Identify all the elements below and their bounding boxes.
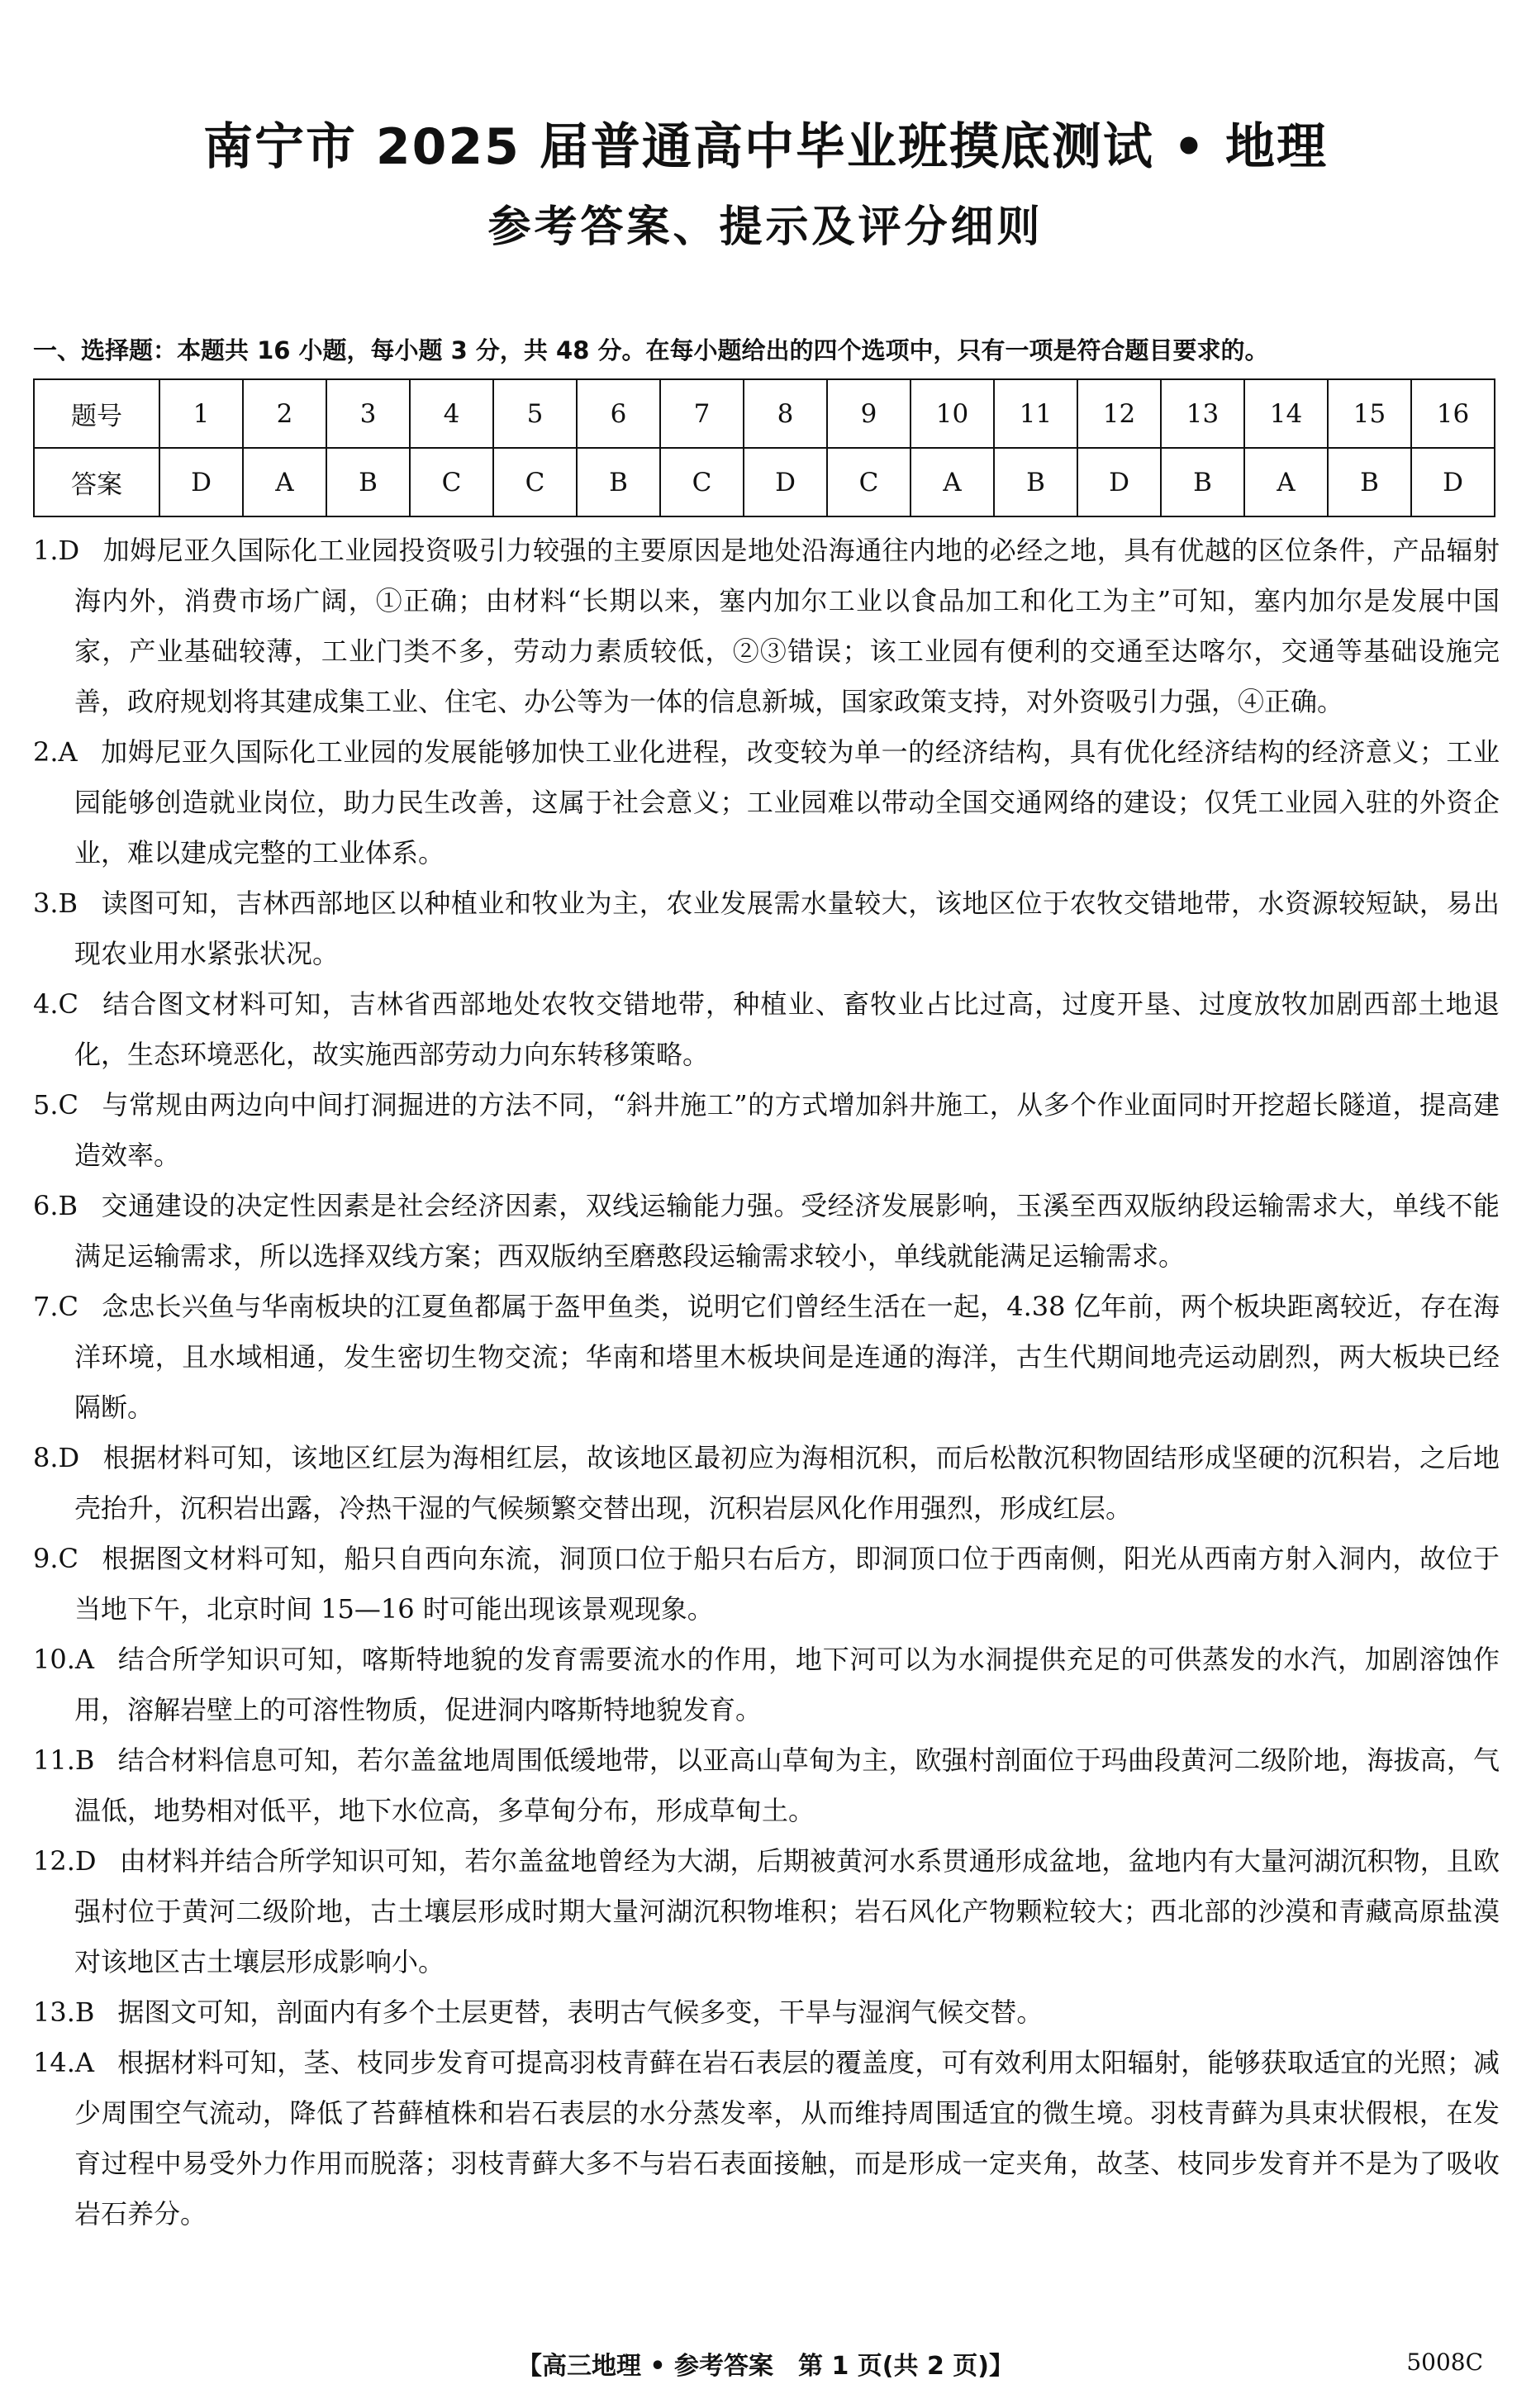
- item-text: 交通建设的决定性因素是社会经济因素，双线运输能力强。受经济发展影响，玉溪至西双版纳段运输需求大，单线不能满足运输需求，所以选择双线方案；西双版纳至磨憨段运输需求较小，单线就能满足运输需求。: [74, 1190, 1500, 1272]
- explanation-list: [33, 526, 1500, 2239]
- item-number: 5.: [33, 1089, 59, 1121]
- explanation-item: [33, 1080, 1500, 1181]
- page-subtitle: 参考答案、提示及评分细则: [487, 202, 1044, 252]
- answer-cell: A: [243, 448, 326, 516]
- item-number: 2.: [33, 736, 59, 768]
- answer-cell: B: [326, 448, 410, 516]
- question-number: 13: [1161, 379, 1244, 448]
- explanation-item: [33, 1635, 1500, 1735]
- item-answer: B: [74, 1996, 95, 2028]
- item-text: 念忠长兴鱼与华南板块的江夏鱼都属于盔甲鱼类，说明它们曾经生活在一起，4.38 亿年前，两个板块距离较近，存在海洋环境，且水域相通，发生密切生物交流；华南和塔里木板块间是连通的海洋，古生代期间地壳运动剧烈，两大板块已经隔断。: [74, 1291, 1500, 1423]
- row-label-answer: 答案: [34, 448, 159, 516]
- explanation-item: [33, 1987, 1500, 2038]
- question-number: 15: [1328, 379, 1411, 448]
- explanation-item: [33, 1433, 1500, 1534]
- explanation-item: [33, 1735, 1500, 1836]
- question-number: 7: [660, 379, 744, 448]
- item-number: 4.: [33, 988, 59, 1020]
- item-number: 13.: [33, 1996, 75, 2028]
- item-answer: D: [58, 535, 80, 566]
- explanation-item: [33, 2038, 1500, 2239]
- explanation-item: [33, 1282, 1500, 1433]
- item-number: 3.: [33, 888, 59, 919]
- item-number: 6.: [33, 1190, 59, 1221]
- answer-table-number-row: [34, 379, 1495, 448]
- question-number: 4: [410, 379, 493, 448]
- question-number: 3: [326, 379, 410, 448]
- question-number: 5: [493, 379, 577, 448]
- answer-cell: D: [744, 448, 827, 516]
- question-number: 11: [994, 379, 1077, 448]
- item-number: 7.: [33, 1291, 59, 1322]
- question-number: 2: [243, 379, 326, 448]
- item-answer: B: [74, 1744, 95, 1776]
- item-text: 与常规由两边向中间打洞掘进的方法不同，“斜井施工”的方式增加斜井施工，从多个作业面同时开挖超长隧道，提高建造效率。: [74, 1089, 1500, 1171]
- item-text: 根据图文材料可知，船只自西向东流，洞顶口位于船只右后方，即洞顶口位于西南侧，阳光从西南方射入洞内，故位于当地下午，北京时间 15—16 时可能出现该景观现象。: [74, 1543, 1500, 1625]
- item-text: 加姆尼亚久国际化工业园的发展能够加快工业化进程，改变较为单一的经济结构，具有优化经济结构的经济意义；工业园能够创造就业岗位，助力民生改善，这属于社会意义；工业园难以带动全国交通网络的建设；仅凭工业园入驻的外资企业，难以建成完整的工业体系。: [74, 736, 1500, 868]
- answer-table-answer-row: [34, 448, 1495, 516]
- item-number: 1.: [33, 535, 59, 566]
- question-number: 1: [159, 379, 243, 448]
- item-number: 9.: [33, 1543, 59, 1574]
- page-footer: 【高三地理 • 参考答案 第 1 页(共 2 页)】: [516, 2352, 1014, 2381]
- item-number: 8.: [33, 1442, 59, 1473]
- section-heading: 一、选择题：本题共 16 小题，每小题 3 分，共 48 分。在每小题给出的四个选项中，只有一项是符合题目要求的。: [33, 336, 1269, 364]
- answer-cell: C: [660, 448, 744, 516]
- question-number: 6: [577, 379, 660, 448]
- answer-table: [33, 378, 1495, 517]
- explanation-item: [33, 1534, 1500, 1635]
- answer-cell: B: [1328, 448, 1411, 516]
- answer-cell: C: [827, 448, 911, 516]
- answer-cell: B: [577, 448, 660, 516]
- item-answer: A: [58, 736, 78, 768]
- item-answer: D: [74, 1845, 97, 1877]
- question-number: 9: [827, 379, 911, 448]
- answer-cell: D: [159, 448, 243, 516]
- item-text: 据图文可知，剖面内有多个土层更替，表明古气候多变，干旱与湿润气候交替。: [117, 1996, 1044, 2028]
- answer-cell: C: [410, 448, 493, 516]
- item-text: 根据材料可知，茎、枝同步发育可提高羽枝青藓在岩石表层的覆盖度，可有效利用太阳辐射，能够获取适宜的光照；减少周围空气流动，降低了苔藓植株和岩石表层的水分蒸发率，从而维持周围适宜的微生境。羽枝青藓为具束状假根，在发育过程中易受外力作用而脱落；羽枝青藓大多不与岩石表面接触，而是形成一定夹角，故茎、枝同步发育并不是为了吸收岩石养分。: [74, 2047, 1500, 2230]
- item-answer: C: [58, 988, 79, 1020]
- answer-cell: A: [1244, 448, 1328, 516]
- explanation-item: [33, 1836, 1500, 1987]
- item-answer: C: [58, 1089, 79, 1121]
- answer-cell: C: [493, 448, 577, 516]
- explanation-item: [33, 526, 1500, 727]
- answer-cell: B: [1161, 448, 1244, 516]
- question-number: 12: [1077, 379, 1161, 448]
- item-text: 加姆尼亚久国际化工业园投资吸引力较强的主要原因是地处沿海通往内地的必经之地，具有优越的区位条件，产品辐射海内外，消费市场广阔，①正确；由材料“长期以来，塞内加尔工业以食品加工和化工为主”可知，塞内加尔是发展中国家，产业基础较薄，工业门类不多，劳动力素质较低，②③错误；该工业园有便利的交通至达喀尔，交通等基础设施完善，政府规划将其建成集工业、住宅、办公等为一体的信息新城，国家政策支持，对外资吸引力强，④正确。: [74, 535, 1500, 717]
- question-number: 16: [1411, 379, 1495, 448]
- item-answer: B: [58, 888, 78, 919]
- item-number: 12.: [33, 1845, 75, 1877]
- question-number: 8: [744, 379, 827, 448]
- item-text: 根据材料可知，该地区红层为海相红层，故该地区最初应为海相沉积，而后松散沉积物固结形成坚硬的沉积岩，之后地壳抬升，沉积岩出露，冷热干湿的气候频繁交替出现，沉积岩层风化作用强烈，形成红层。: [74, 1442, 1500, 1524]
- item-text: 由材料并结合所学知识可知，若尔盖盆地曾经为大湖，后期被黄河水系贯通形成盆地，盆地内有大量河湖沉积物，且欧强村位于黄河二级阶地，古土壤层形成时期大量河湖沉积物堆积；岩石风化产物颗粒较大；西北部的沙漠和青藏高原盐漠对该地区古土壤层形成影响小。: [74, 1845, 1500, 1977]
- item-number: 14.: [33, 2047, 75, 2078]
- question-number: 14: [1244, 379, 1328, 448]
- answer-cell: D: [1077, 448, 1161, 516]
- item-answer: C: [58, 1291, 79, 1322]
- explanation-item: [33, 727, 1500, 878]
- page-title: 南宁市 2025 届普通高中毕业班摸底测试 • 地理: [203, 118, 1328, 176]
- explanation-item: [33, 979, 1500, 1080]
- item-number: 11.: [33, 1744, 75, 1776]
- item-number: 10.: [33, 1644, 75, 1675]
- item-text: 读图可知，吉林西部地区以种植业和牧业为主，农业发展需水量较大，该地区位于农牧交错地带，水资源较短缺，易出现农业用水紧张状况。: [74, 888, 1500, 969]
- explanation-item: [33, 878, 1500, 979]
- answer-cell: D: [1411, 448, 1495, 516]
- document-code: 5008C: [1406, 2349, 1483, 2376]
- row-label-number: 题号: [34, 379, 159, 448]
- item-text: 结合图文材料可知，吉林省西部地处农牧交错地带，种植业、畜牧业占比过高，过度开垦、过度放牧加剧西部土地退化，生态环境恶化，故实施西部劳动力向东转移策略。: [74, 988, 1500, 1070]
- item-answer: C: [58, 1543, 79, 1574]
- item-answer: B: [58, 1190, 78, 1221]
- item-text: 结合材料信息可知，若尔盖盆地周围低缓地带，以亚高山草甸为主，欧强村剖面位于玛曲段黄河二级阶地，海拔高，气温低，地势相对低平，地下水位高，多草甸分布，形成草甸土。: [74, 1744, 1500, 1826]
- item-answer: D: [58, 1442, 80, 1473]
- question-number: 10: [911, 379, 994, 448]
- answer-cell: B: [994, 448, 1077, 516]
- item-answer: A: [74, 1644, 94, 1675]
- answer-cell: A: [911, 448, 994, 516]
- item-text: 结合所学知识可知，喀斯特地貌的发育需要流水的作用，地下河可以为水洞提供充足的可供蒸发的水汽，加剧溶蚀作用，溶解岩壁上的可溶性物质，促进洞内喀斯特地貌发育。: [74, 1644, 1500, 1725]
- item-answer: A: [74, 2047, 94, 2078]
- explanation-item: [33, 1181, 1500, 1282]
